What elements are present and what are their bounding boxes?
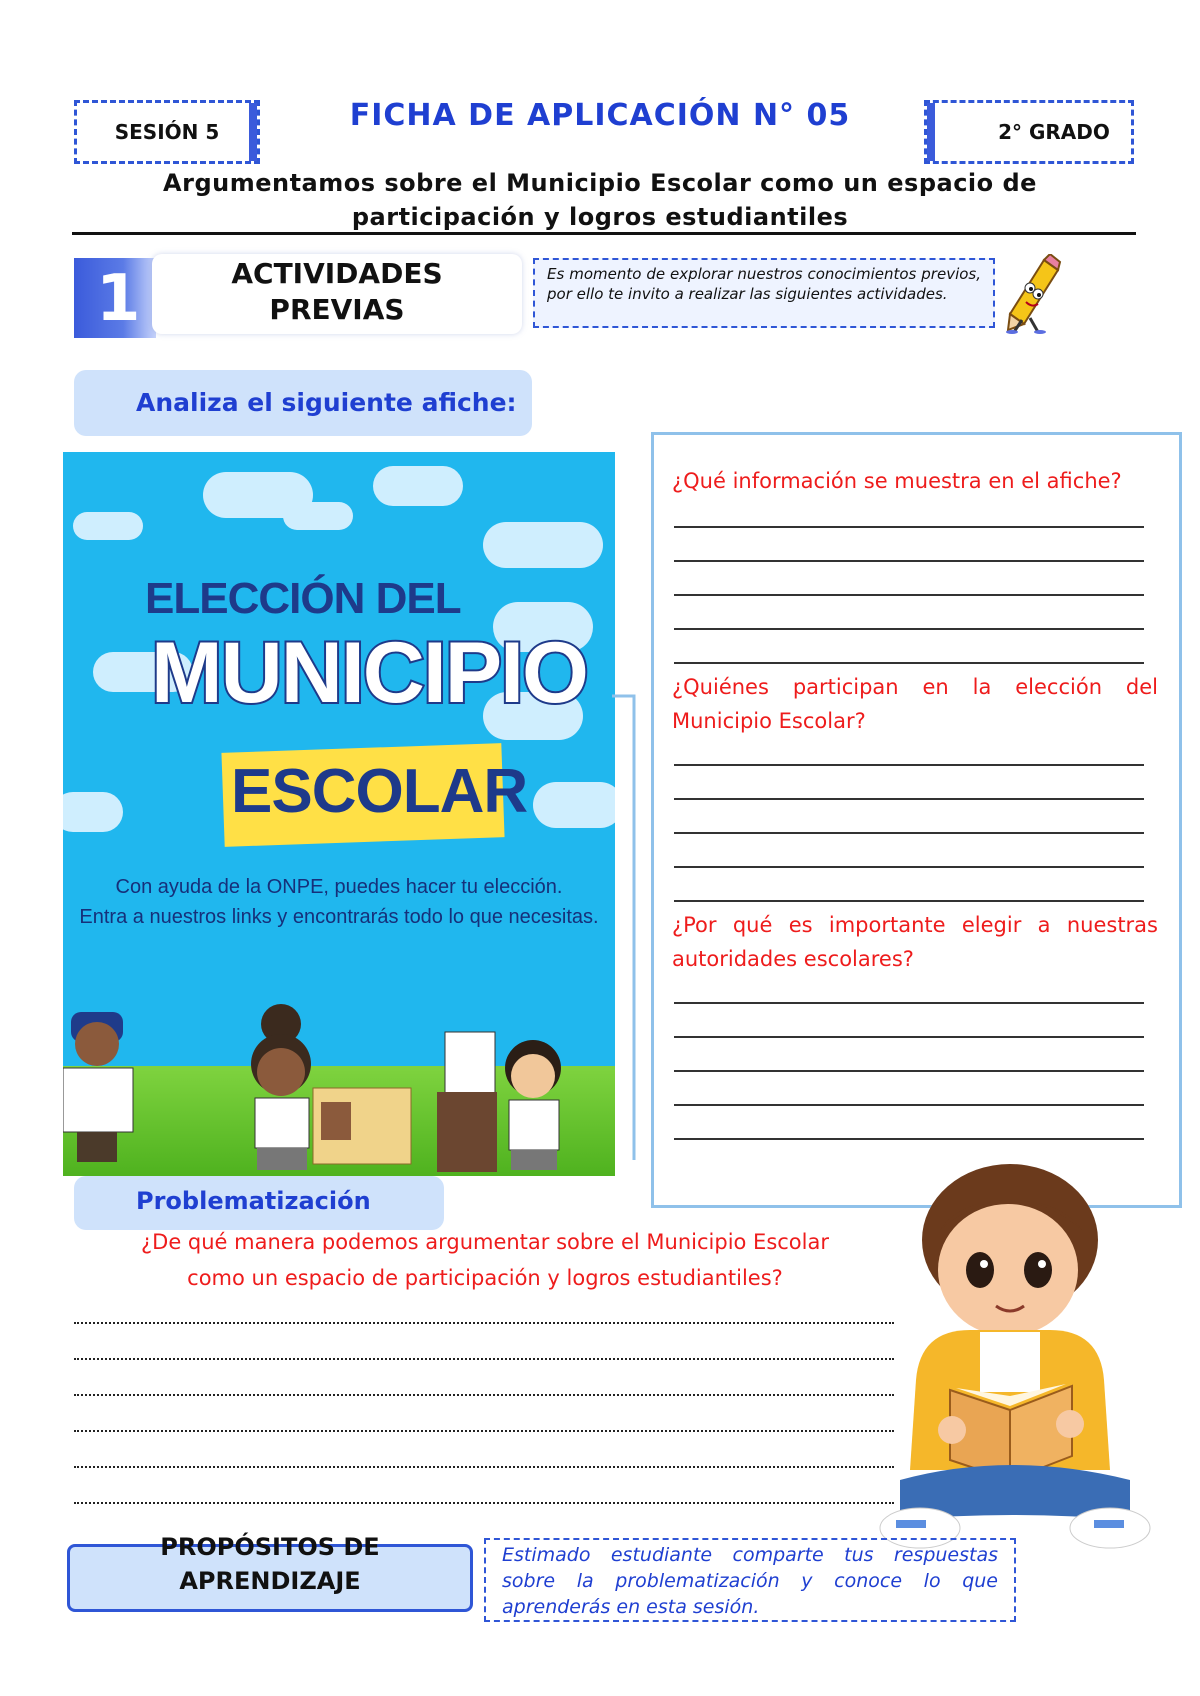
question-1: ¿Qué información se muestra en el afiche? (672, 469, 1122, 493)
analiza-label-text: Analiza el siguiente afiche: (136, 388, 517, 417)
propositos-title-line-1: PROPÓSITOS DE (160, 1533, 380, 1561)
poster-characters-illustration (63, 972, 615, 1176)
answer-dotted-line (74, 1430, 894, 1432)
grade-label: 2° GRADO (998, 120, 1110, 144)
answer-line (674, 832, 1144, 834)
answer-line (674, 798, 1144, 800)
answer-line (674, 594, 1144, 596)
propositos-title-line-2: APRENDIZAJE (179, 1567, 361, 1595)
problematizacion-question (60, 1224, 910, 1296)
answer-line (674, 662, 1144, 664)
answer-line (674, 1070, 1144, 1072)
grade-badge (924, 100, 1134, 164)
analiza-label (74, 370, 532, 436)
poster-caption-line-2: Entra a nuestros links y encontrarás todo lo que necesitas. (79, 906, 599, 928)
question-2: ¿Quiénes participan en la elección del Municipio Escolar? (672, 675, 1158, 733)
propositos-info-box: Estimado estudiante comparte tus respuestas sobre la problematización y conoce lo que aprenderás en esta sesión. (484, 1538, 1016, 1622)
answer-line (674, 900, 1144, 902)
poster-caption (63, 872, 615, 932)
subtitle-line-2: participación y logros estudiantiles (351, 203, 849, 231)
header-divider (72, 232, 1136, 235)
reading-boy-illustration (860, 1160, 1160, 1560)
answer-line (674, 526, 1144, 528)
answer-dotted-line (74, 1358, 894, 1360)
answer-line (674, 1036, 1144, 1038)
poster-heading-2: MUNICIPIO (151, 625, 587, 721)
answer-line (674, 1104, 1144, 1106)
section-info-box: Es momento de explorar nuestros conocimientos previos, por ello te invito a realizar las siguientes actividades. (533, 258, 995, 328)
poster-connector (610, 690, 650, 1170)
answer-line (674, 764, 1144, 766)
page-title: FICHA DE APLICACIÓN N° 05 (349, 98, 851, 133)
problematizacion-label-text: Problematización (136, 1187, 371, 1215)
poster-heading-3: ESCOLAR (231, 757, 528, 826)
subtitle-line-1: Argumentamos sobre el Municipio Escolar como un espacio de (163, 169, 1037, 197)
session-label: SESIÓN 5 (114, 120, 220, 144)
answer-line (674, 866, 1144, 868)
answer-dotted-line (74, 1502, 894, 1504)
answer-dotted-line (74, 1466, 894, 1468)
section-title-line-2: PREVIAS (269, 293, 405, 326)
section-title (152, 254, 522, 334)
problematizacion-question-line-1: ¿De qué manera podemos argumentar sobre el Municipio Escolar (141, 1230, 829, 1254)
poster-caption-line-1: Con ayuda de la ONPE, puedes hacer tu elección. (115, 876, 563, 898)
election-poster (63, 452, 615, 1176)
answer-line (674, 560, 1144, 562)
section-number: 1 (74, 258, 156, 338)
page-subtitle (60, 166, 1140, 234)
questions-box (651, 432, 1182, 1208)
answer-line (674, 628, 1144, 630)
problematizacion-question-line-2: como un espacio de participación y logros estudiantiles? (187, 1266, 783, 1290)
question-3: ¿Por qué es importante elegir a nuestras autoridades escolares? (672, 913, 1158, 971)
session-badge (74, 100, 260, 164)
answer-line (674, 1138, 1144, 1140)
problematizacion-label (74, 1176, 444, 1230)
pencil-mascot-icon (1000, 254, 1064, 334)
answer-dotted-line (74, 1322, 894, 1324)
answer-line (674, 1002, 1144, 1004)
section-title-line-1: ACTIVIDADES (231, 257, 443, 290)
answer-dotted-line (74, 1394, 894, 1396)
propositos-title (67, 1533, 473, 1612)
poster-heading-1: ELECCIÓN DEL (145, 574, 461, 623)
